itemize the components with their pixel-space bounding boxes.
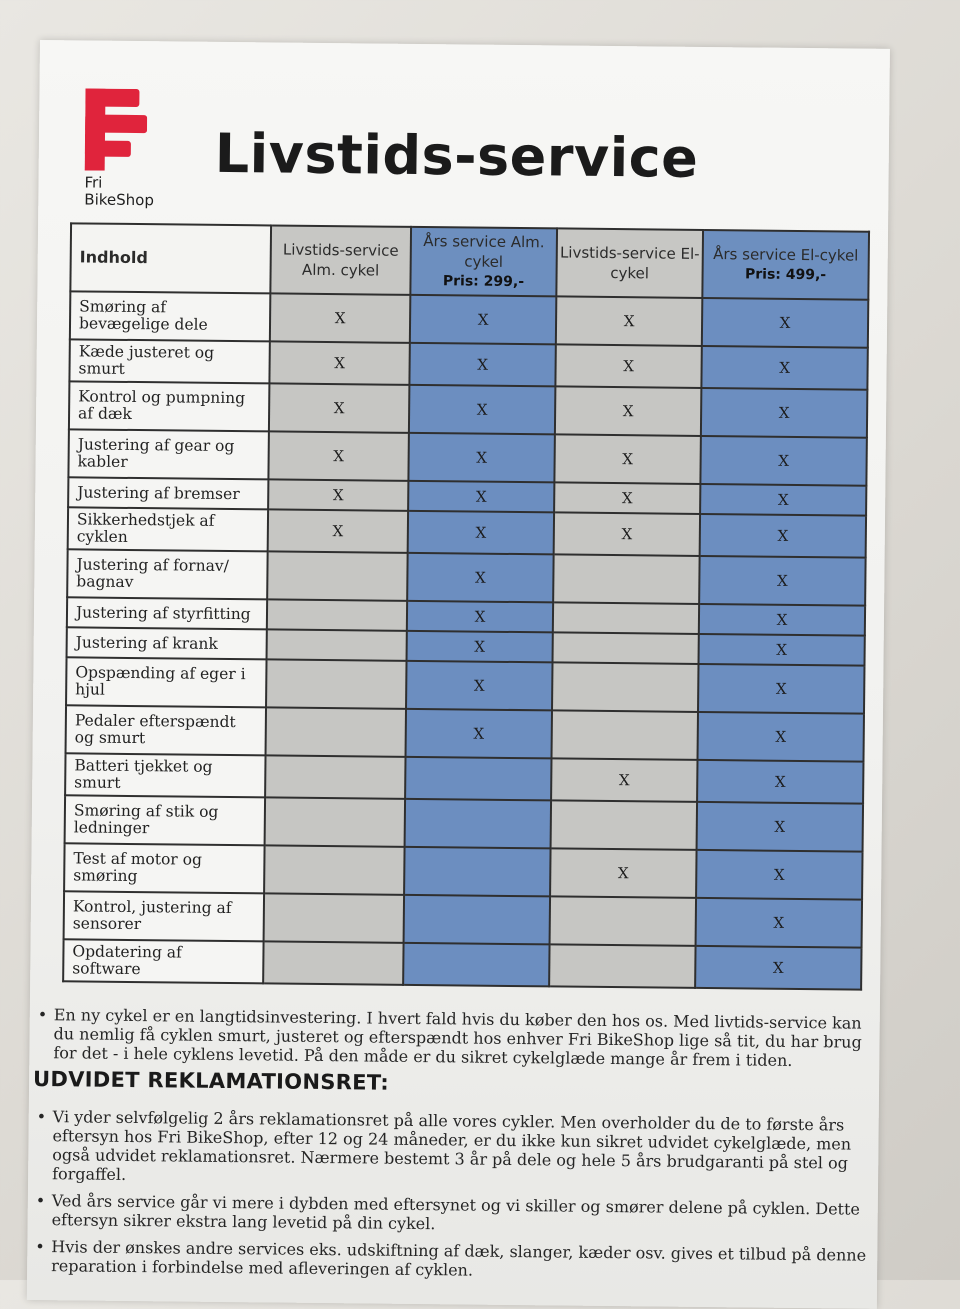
table-row [70, 291, 868, 347]
cell-livstids-el: X [555, 386, 701, 436]
cell-aars-alm: X [406, 709, 552, 759]
row-label: Kontrol, justering af sensorer [64, 891, 264, 941]
cell-aars-alm: X [406, 661, 552, 711]
row-label: Justering af styrfitting [67, 597, 267, 629]
service-table [62, 222, 870, 990]
cell-livstids-alm [266, 707, 406, 756]
cell-aars-alm: X [408, 511, 554, 555]
intro-text: • En ny cykel er en langtidsinvestering. I hvert fald hvis du køber den hos os. Med livtids-service kan du nemlig få cyklen smurt, justeret og efterspændt hos enhver Fri BikeShop lige så tit, du har brug for det - i hele cyklens levetid. På den måde er du sikret cykelglæde mange år frem i tiden. [33, 1005, 870, 1071]
table-row [63, 939, 861, 989]
cell-aars-el: X [699, 634, 865, 666]
cell-aars-alm: X [409, 343, 555, 387]
bullet-item: • Ved års service går vi mere i dybden med eftersynet og vi skiller og smører delene på cyklen. Dette eftersyn sikrer ekstra lang levetid på din cykel. [32, 1191, 868, 1238]
cell-aars-alm: X [407, 553, 553, 603]
logo-text-fri: Fri [84, 173, 103, 192]
table-row [66, 705, 864, 761]
table-row [69, 381, 867, 437]
page-title: Livstids-service [214, 121, 699, 190]
cell-aars-el: X [697, 802, 863, 852]
cell-livstids-alm: X [268, 431, 408, 480]
table-row [68, 429, 866, 485]
cell-livstids-el: X [554, 512, 700, 556]
cell-livstids-el [549, 944, 695, 988]
cell-livstids-alm: X [270, 293, 410, 342]
row-label: Pedaler efterspændt og smurt [66, 705, 266, 755]
cell-livstids-el [553, 602, 699, 634]
header-label: Års service Alm. cykel [423, 232, 545, 271]
service-flyer [27, 40, 890, 1309]
cell-aars-el: X [699, 604, 865, 636]
header-livstids-el [556, 228, 703, 298]
row-label: Opspænding af eger i hjul [66, 657, 266, 707]
cell-livstids-alm: X [268, 479, 408, 510]
row-label: Justering af krank [67, 627, 267, 659]
row-label: Justering af gear og kabler [68, 429, 268, 479]
cell-aars-el: X [701, 388, 867, 438]
cell-livstids-el: X [550, 848, 696, 898]
row-label: Kæde justeret og smurt [69, 339, 269, 383]
row-label: Sikkerhedstjek af cyklen [68, 507, 268, 551]
cell-aars-alm [405, 799, 551, 849]
section-heading: UDVIDET REKLAMATIONSRET: [32, 1066, 390, 1095]
cell-aars-alm: X [408, 433, 554, 483]
cell-aars-el: X [696, 850, 862, 900]
cell-livstids-el [550, 896, 696, 946]
header-indhold: Indhold [70, 223, 271, 293]
cell-livstids-alm: X [269, 383, 409, 432]
cell-aars-alm [403, 943, 549, 987]
header-aars-el [702, 230, 869, 300]
fri-bikeshop-logo [84, 88, 155, 209]
cell-aars-el: X [700, 436, 866, 486]
cell-aars-alm [404, 847, 550, 897]
cell-aars-el: X [698, 664, 864, 714]
cell-aars-alm: X [407, 631, 553, 663]
cell-livstids-alm [266, 659, 406, 708]
price-alm: Pris: 299,- [442, 273, 525, 291]
table-row [65, 795, 863, 851]
bullet-item: • Hvis der ønskes andre services eks. udskiftning af dæk, slanger, kæder osv. gives et tilbud på denne reparation i forbindelse med afleveringen af cyklen. [31, 1237, 867, 1284]
row-label: Opdatering af software [63, 939, 263, 983]
cell-aars-el: X [696, 898, 862, 948]
table-row [64, 891, 862, 947]
cell-aars-el: X [700, 514, 866, 558]
table-row [66, 657, 864, 713]
header-livstids-alm [270, 225, 411, 294]
cell-aars-alm: X [407, 601, 553, 633]
cell-aars-el: X [695, 946, 861, 990]
cell-livstids-el: X [555, 344, 701, 388]
cell-aars-alm: X [409, 385, 555, 435]
row-label: Test af motor og smøring [64, 843, 264, 893]
cell-aars-el: X [702, 298, 868, 348]
cell-aars-el: X [697, 760, 863, 804]
row-label: Batteri tjekket og smurt [65, 753, 265, 797]
cell-livstids-alm [265, 755, 405, 798]
logo-mark-icon [85, 88, 148, 171]
cell-livstids-alm [265, 797, 405, 846]
table-header-row [70, 223, 869, 299]
cell-livstids-el [552, 710, 698, 760]
cell-aars-el: X [700, 484, 866, 516]
cell-livstids-alm [267, 551, 407, 600]
cell-aars-el: X [701, 346, 867, 390]
bullet-item: • Vi yder selvfølgelig 2 års reklamationsret på alle vores cykler. Men overholder du de to første års eftersyn hos Fri BikeShop, efter 12 og 24 måneder, er du ikke kun sikret udvidet cykelglæde, men også udvidet reklamationsret. Nærmere bestemt 3 år på dele og hele 5 års brudgaranti på stel og forgaffel. [32, 1107, 869, 1192]
cell-aars-el: X [699, 556, 865, 606]
cell-livstids-el [553, 632, 699, 664]
cell-livstids-el [551, 800, 697, 850]
cell-livstids-alm [264, 845, 404, 894]
header-label: Livstids-service Alm. cykel [282, 240, 399, 280]
cell-livstids-alm: X [269, 341, 409, 384]
price-el: Pris: 499,- [744, 266, 827, 284]
notes-section [31, 1005, 870, 1292]
cell-livstids-alm [267, 599, 407, 630]
table-row [67, 549, 865, 605]
cell-livstids-el: X [554, 434, 700, 484]
cell-livstids-el: X [554, 482, 700, 514]
cell-livstids-el [553, 554, 699, 604]
cell-aars-alm [404, 895, 550, 945]
cell-aars-alm [405, 757, 551, 801]
cell-aars-el: X [697, 712, 863, 762]
row-label: Smøring af stik og ledninger [65, 795, 265, 845]
logo-text-bikeshop: BikeShop [84, 190, 155, 210]
row-label: Smøring af bevægelige dele [70, 291, 270, 341]
row-label: Justering af bremser [68, 477, 268, 509]
cell-livstids-el [552, 662, 698, 712]
cell-livstids-alm [263, 941, 403, 984]
header-aars-alm [410, 227, 557, 297]
cell-livstids-el: X [556, 296, 702, 346]
cell-livstids-alm [267, 629, 407, 660]
cell-aars-alm: X [410, 295, 556, 345]
row-label: Kontrol og pumpning af dæk [69, 381, 269, 431]
cell-livstids-alm: X [268, 509, 408, 552]
row-label: Justering af fornav/ bagnav [67, 549, 267, 599]
header-label: Års service El-cykel [713, 245, 859, 265]
table-row [64, 843, 862, 899]
cell-aars-alm: X [408, 481, 554, 513]
header-label: Livstids-service El-cykel [559, 243, 700, 283]
cell-livstids-el: X [551, 758, 697, 802]
cell-livstids-alm [264, 893, 404, 942]
